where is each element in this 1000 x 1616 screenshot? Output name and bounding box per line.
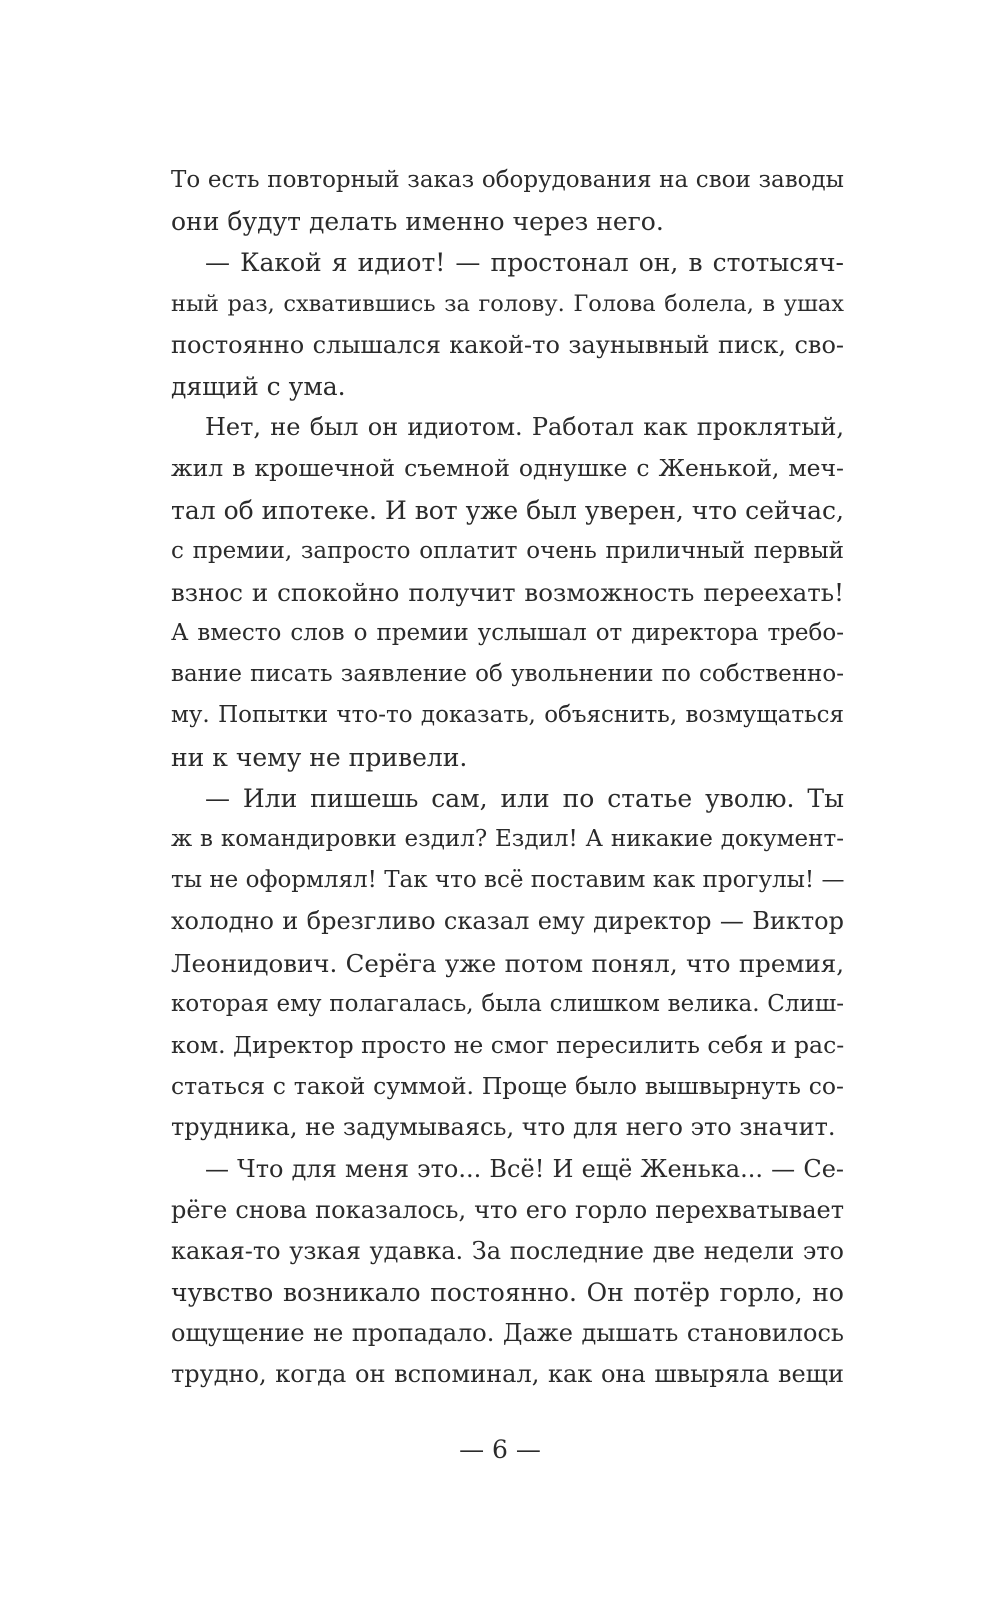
page-number: — 6 — <box>459 1435 541 1464</box>
text-line: статься с такой суммой. Проще было вышвырнуть со- <box>171 1072 844 1101</box>
body-text <box>171 160 844 1396</box>
text-line: холодно и брезгливо сказал ему директор — Виктор <box>171 907 844 936</box>
text-line: ком. Директор просто не смог пересилить себя и рас- <box>171 1030 844 1059</box>
text-line: ж в командировки ездил? Ездил! А никакие документ- <box>171 826 844 852</box>
text-line: трудно, когда он вспоминал, как она швыряла вещи <box>171 1360 844 1389</box>
text-line: рёге снова показалось, что его горло перехватывает <box>171 1195 844 1224</box>
text-line: — Или пишешь сам, или по статье уволю. Ты <box>205 783 844 813</box>
text-line: ощущение не пропадало. Даже дышать становилось <box>171 1319 844 1348</box>
text-line: ни к чему не привели. <box>171 742 468 772</box>
text-line: То есть повторный заказ оборудования на свои заводы <box>171 167 844 193</box>
text-line: чувство возникало постоянно. Он потёр горло, но <box>171 1278 844 1308</box>
text-line: — Что для меня это... Всё! И ещё Женька... — Се- <box>205 1154 844 1183</box>
text-line: какая-то узкая удавка. За последние две недели это <box>171 1236 844 1265</box>
text-line: дящий с ума. <box>171 371 346 401</box>
text-line: которая ему полагалась, была слишком велика. Слиш- <box>171 990 844 1017</box>
text-line: ный раз, схватившись за голову. Голова болела, в ушах <box>171 290 844 317</box>
text-line: трудника, не задумываясь, что для него это значит. <box>171 1113 836 1142</box>
text-line: Нет, не был он идиотом. Работал как проклятый, <box>205 413 844 442</box>
text-line: взнос и спокойно получит возможность переехать! <box>171 577 844 607</box>
text-line: — Какой я идиот! — простонал он, в стотысяч- <box>205 248 844 278</box>
text-line: му. Попытки что-то доказать, объяснить, возмущаться <box>171 702 844 729</box>
text-line: жил в крошечной съемной однушке с Женькой, меч- <box>171 454 844 483</box>
text-line: с премии, запросто оплатит очень приличный первый <box>171 537 844 564</box>
text-line: постоянно слышался какой-то заунывный писк, сво- <box>171 330 844 359</box>
text-line: Леонидович. Серёга уже потом понял, что премия, <box>171 948 844 978</box>
text-line: они будут делать именно через него. <box>171 207 664 237</box>
text-line: ты не оформлял! Так что всё поставим как прогулы! — <box>171 867 844 894</box>
text-line: тал об ипотеке. И вот уже был уверен, что сейчас, <box>171 495 844 525</box>
text-line: вание писать заявление об увольнении по собственно- <box>171 661 844 688</box>
text-line: А вместо слов о премии услышал от директора требо- <box>171 620 844 647</box>
